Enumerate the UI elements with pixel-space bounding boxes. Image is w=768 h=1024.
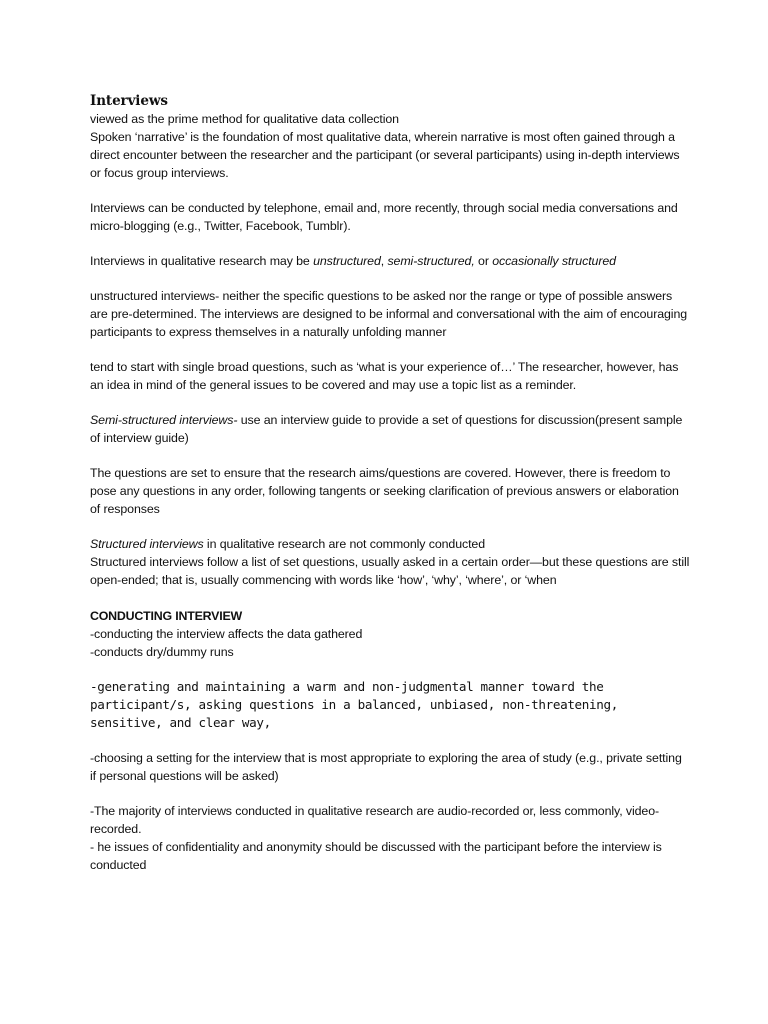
page-title: Interviews [90,93,168,109]
unstructured-paragraph: unstructured interviews- neither the specific questions to be asked nor the range or type of possible answers are pre-determined. The interviews are designed to be informal and conversational with the aim of encouraging participants to express themselves in a naturally unfolding manner [90,289,688,339]
conducting-item: -The majority of interviews conducted in qualitative research are audio-recorded or, less commonly, video-recorded. [90,804,660,836]
types-prefix: Interviews in qualitative research may be [90,254,314,268]
structured-paragraph [90,535,690,553]
structured-text: in qualitative research are not commonly conducted [203,537,486,551]
document-body [90,92,690,874]
spacer [90,341,690,358]
conducting-item: -conducting the interview affects the data gathered [90,627,363,641]
spacer [90,785,690,802]
structured-label: Structured interviews [90,537,204,551]
structured-follow-paragraph: Structured interviews follow a list of set questions, usually asked in a certain order—but these questions are still open-ended; that is, usually commencing with words like ‘how’, ‘why’, ‘where’, or ‘when [90,555,690,587]
spacer [90,270,690,287]
conducted-by-paragraph: Interviews can be conducted by telephone, email and, more recently, through social media conversations and micro-blogging (e.g., Twitter, Facebook, Tumblr). [90,201,678,233]
intro-narrative-paragraph: Spoken ‘narrative’ is the foundation of most qualitative data, wherein narrative is most often gained through a direct encounter between the researcher and the participant (or several participants) using in-depth interviews or focus group interviews. [90,130,680,180]
conducting-item: -generating and maintaining a warm and non-judgmental manner toward the participant/s, asking questions in a balanced, unbiased, non-threatening, sensitive, and clear way, [90,679,618,730]
spacer [90,661,690,678]
semi-structured-paragraph [90,411,690,447]
questions-set-paragraph: The questions are set to ensure that the research aims/questions are covered. However, there is freedom to pose any questions in any order, following tangents or seeking clarification of previous answers or elaboration of responses [90,466,679,516]
interview-types-paragraph [90,252,690,270]
conducting-item: -conducts dry/dummy runs [90,645,234,659]
spacer [90,182,690,199]
conducting-item: -choosing a setting for the interview that is most appropriate to exploring the area of study (e.g., private setting if personal questions will be asked) [90,751,682,783]
types-separator: or [474,254,493,268]
types-occasionally-structured: occasionally structured [492,254,616,268]
types-unstructured: unstructured [313,254,381,268]
spacer [90,235,690,252]
types-semi-structured: semi-structured, [387,254,475,268]
intro-line: viewed as the prime method for qualitative data collection [90,112,399,126]
spacer [90,518,690,535]
semi-structured-text: use an interview guide to provide a set of questions for discussion(present sample of interview guide) [90,413,683,445]
broad-questions-paragraph: tend to start with single broad questions, such as ‘what is your experience of…’ The researcher, however, has an idea in mind of the general issues to be covered and may use a topic list as a reminder. [90,360,679,392]
types-separator: , [380,254,388,268]
spacer [90,589,690,607]
semi-structured-label: Semi-structured interviews- [90,413,238,427]
conducting-heading: CONDUCTING INTERVIEW [90,609,243,623]
spacer [90,447,690,464]
spacer [90,394,690,411]
spacer [90,732,690,749]
conducting-item: - he issues of confidentiality and anonymity should be discussed with the participant before the interview is conducted [90,840,662,872]
